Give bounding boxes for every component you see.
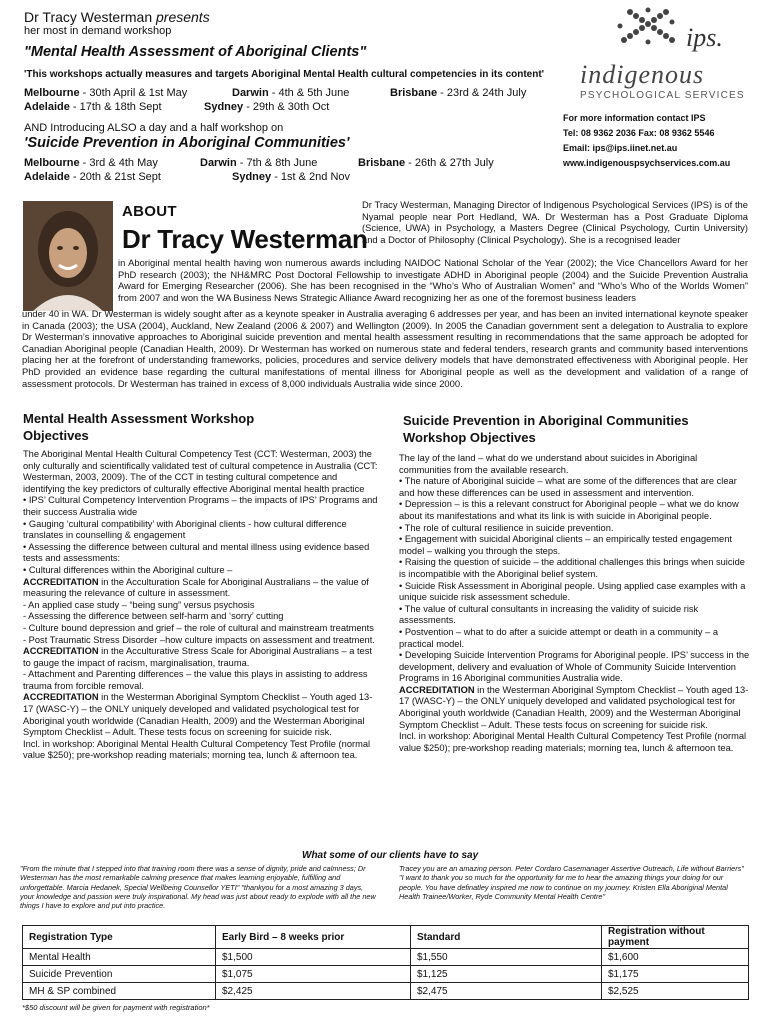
left-objective-item: ACCREDITATION in the Westerman Aboriginal Symptom Checklist – Youth aged 13-17 (WASC-Y) – the ONLY uniquely developed and validated psychological test for Aboriginal youth worldwide (Canadian Health, 2009) and the Westerman Aboriginal Symptom Checklist – Adult. These tests focus on screening for suicide risk. [23, 692, 373, 738]
right-objective-item: Incl. in workshop: Aboriginal Mental Health Cultural Competency Test Profile (normal value $250); pre-workshop reading materials; morning tea, lunch & afternoon tea. [399, 731, 747, 753]
right-objective-item: • Postvention – what to do after a suicide attempt or death in a community – a practical model. [399, 626, 719, 649]
left-objective-item: The Aboriginal Mental Health Cultural Competency Test (CCT: Westerman, 2003) the only culturally and scientifically validated test of cultural competence in Australia (CCT: Westerman, 2003, 2009). The of the CCT in testing cultural competence and identifying the key predictors of culturally effective Aboriginal mental health practice [23, 449, 378, 494]
presenter-line [24, 9, 210, 25]
presenter-name: Dr Tracy Westerman [24, 9, 153, 25]
fees-cell: $2,425 [216, 983, 411, 1000]
contact-block [563, 112, 763, 170]
right-objective-item: • Depression – is this a relevant construct for Aboriginal people – what we do know about its manifestations and what its link is with suicide in Aboriginal people. [399, 499, 739, 521]
left-objective-item: - Post Traumatic Stress Disorder –how culture impacts on assessment and treatment. [23, 634, 375, 645]
fees-header-row [23, 926, 749, 949]
testimonial-left: "From the minute that I stepped into that training room there was a sense of dignity, pride and calmness; Dr Westerman has the most remarkable calming presence that makes learning enjoyable, fulfilling and unforgettable. Marcia Hedanek, Special Wellbeing Counsellor YETI" "thankyou for a most amazing 3 days, your knowledge and passion were truly inspirational. My head was just about ready to explode with all the new things I have to explore and put into practice. [20, 864, 376, 911]
right-objective-item: • Engagement with suicidal Aboriginal clients – an empirically tested engagement model – walking you through the steps. [399, 534, 732, 556]
dates1-brisbane: Brisbane - 23rd & 24th July [390, 87, 527, 99]
contact-tel: Tel: 08 9362 2036 Fax: 08 9362 5546 [563, 128, 715, 138]
accreditation-label: ACCREDITATION [399, 684, 475, 695]
fees-cell: $1,550 [411, 949, 602, 966]
right-objective-item: The lay of the land – what do we understand about suicides in Aboriginal communities from the available research. [399, 453, 698, 475]
fees-cell: $1,075 [216, 966, 411, 983]
dates1-sydney: Sydney - 29th & 30th Oct [204, 101, 330, 113]
fees-cell: Mental Health [23, 949, 216, 966]
about-name: Dr Tracy Westerman [122, 224, 368, 254]
fees-cell: $1,600 [602, 949, 749, 966]
ips-logo-mark-icon [600, 4, 750, 64]
fees-table [22, 925, 749, 1000]
about-heading: ABOUT [122, 203, 177, 220]
right-objective-item: • The nature of Aboriginal suicide – what are some of the differences that are clear and how these differences can be used in assessment and intervention. [399, 476, 737, 498]
fees-cell: $2,475 [411, 983, 602, 1000]
left-objectives-list [23, 449, 378, 762]
right-heading-line1: Suicide Prevention in Aboriginal Communities [403, 413, 689, 428]
accreditation-label: ACCREDITATION [23, 576, 99, 587]
left-objective-item: - Attachment and Parenting differences – the value this plays in assisting to address trauma from forcible removal. [23, 669, 368, 691]
fees-note: *$50 discount will be given for payment with registration* [22, 1003, 210, 1012]
right-objective-item: • Developing Suicide Intervention Programs for Aboriginal people. IPS’ success in the development, delivery and evaluation of Whole of Community Suicide Intervention Programs in 16 Aboriginal communities Australia wide. [399, 650, 750, 684]
subtitle: her most in demand workshop [24, 25, 172, 37]
right-objective-item: • The role of cultural resilience in suicide prevention. [399, 522, 614, 533]
workshop1-title: "Mental Health Assessment of Aboriginal Clients" [24, 44, 367, 60]
left-objective-item: ACCREDITATION in the Acculturative Stress Scale for Aboriginal Australians – a test to gauge the impact of racism, marginalisation, trauma. [23, 646, 372, 668]
fees-cell: MH & SP combined [23, 983, 216, 1000]
accreditation-label: ACCREDITATION [23, 692, 99, 703]
contact-email[interactable]: Email: ips@ips.iinet.net.au [563, 143, 678, 153]
fees-row [23, 983, 749, 1000]
portrait-image [23, 201, 113, 311]
dates2-sydney: Sydney - 1st & 2nd Nov [232, 171, 351, 183]
workshop2-title: 'Suicide Prevention in Aboriginal Communities' [24, 135, 350, 151]
left-heading [23, 411, 254, 443]
bio-top: Dr Tracy Westerman, Managing Director of Indigenous Psychological Services (IPS) is of the Nyamal people near Port Hedland, WA. Dr Westerman has a Post Graduate Diploma (Science, UWA) in Psychology, a Masters Degree (Clinical Psychology, Curtin University) and a Doctor of Philosophy (Clinical Psychology). She is a recognised leader [362, 199, 748, 245]
fees-cell: $2,525 [602, 983, 749, 1000]
left-objective-item: - Culture bound depression and grief – the role of cultural and mainstream treatments [23, 622, 374, 633]
introducing: AND Introducing ALSO a day and a half workshop on [24, 122, 284, 134]
ips-logo [580, 4, 750, 109]
right-objective-item: • Raising the question of suicide – the additional challenges this brings when suicide is incompatible with the Aboriginal belief system. [399, 557, 745, 579]
right-objective-item: • The value of cultural consultants in increasing the validity of suicide risk assessments. [399, 603, 699, 626]
left-objective-item: • Cultural differences within the Aboriginal culture – [23, 564, 233, 575]
dates1-darwin: Darwin - 4th & 5th June [232, 87, 350, 99]
portrait-photo [23, 201, 113, 311]
left-objective-item: - Assessing the difference between self-harm and ‘sorry’ cutting [23, 611, 284, 622]
fees-cell: Suicide Prevention [23, 966, 216, 983]
logo-indigenous-text: indigenous [580, 60, 705, 89]
fees-cell: $1,500 [216, 949, 411, 966]
dates1-melbourne: Melbourne - 30th April & 1st May [24, 87, 188, 99]
fees-row [23, 949, 749, 966]
contact-more: For more information contact IPS [563, 113, 706, 123]
left-objective-item: Incl. in workshop: Aboriginal Mental Health Cultural Competency Test Profile (normal value $250); pre-workshop reading materials; morning tea, lunch & afternoon tea. [23, 738, 371, 761]
testimonials-heading: What some of our clients have to say [302, 850, 479, 861]
contact-web[interactable]: www.indigenouspsychservices.com.au [563, 158, 731, 168]
right-objective-item: • Suicide Risk Assessment in Aboriginal people. Using applied case examples with a unique suicide risk assessment schedule. [399, 580, 746, 603]
right-objectives-list [399, 453, 751, 754]
left-objective-item: • IPS’ Cultural Competency Intervention Programs – the impacts of IPS’ Programs and their success Australia wide [23, 495, 378, 517]
left-objective-item: • Gauging ‘cultural compatibility’ with Aboriginal clients - how cultural difference translates in counselling & engagement [23, 518, 347, 541]
dates2-melbourne: Melbourne - 3rd & 4th May [24, 157, 158, 169]
tagline: 'This workshops actually measures and targets Aboriginal Mental Health cultural competencies in its content' [24, 69, 545, 80]
fees-header: Registration Type [23, 926, 216, 949]
dates1-adelaide: Adelaide - 17th & 18th Sept [24, 101, 162, 113]
left-objective-item: - An applied case study – “being sung” versus psychosis [23, 599, 255, 610]
testimonial-right: Tracey you are an amazing person. Peter Cordaro Casemanager Assertive Outreach, Life without Barriers" "I want to thank you so much for the opportunity for me to hear the amazing things your doing for our people. You have definatley inspired me now to continue on my journey. Kristen Ella Aboriginal Mental Health Trainee/Worker, Ryde Community Mental Health Centre" [399, 864, 744, 901]
bio-full: under 40 in WA. Dr Westerman is widely sought after as a keynote speaker in Australia averaging 6 addresses per year, and has been an invited international keynote speaker in Canada (2003); the USA (2004), Auckland, New Zealand (2006 & 2007) and Wellington (2009). In 2005 the Canadian government sent a delegation to Australia to explore Dr Westerman’s innovative approaches to Aboriginal suicide prevention and mental health assessment resulting in recommendations that the same approach be adopted for Canadian Aboriginal people (Canadian Health, 2009). Dr Westerman has worked on numerous state and federal tenders, research grants and community based interventions placing her at the forefront of understanding frameworks, policies, procedures and service delivery models that have demonstrated effectiveness with Aboriginal people. Her PhD provided an evidence base regarding the cultural manifestations of mental illness for Aboriginal people as well as the development and validation of a range of assessment protocols. Dr Westerman has trained in excess of 8,000 individuals Australia wide since 2000. [22, 308, 748, 389]
right-objective-item: ACCREDITATION in the Westerman Aboriginal Symptom Checklist – Youth aged 13-17 (WASC-Y) – the ONLY uniquely developed and validated psychological test for Aboriginal youth worldwide (Canadian Health, 2009) and the Westerman Aboriginal Symptom Checklist – Adult. These tests focus on screening for suicide risk. [399, 684, 749, 730]
dates2-adelaide: Adelaide - 20th & 21st Sept [24, 171, 161, 183]
fees-header: Standard [411, 926, 602, 949]
left-objective-item: • Assessing the difference between cultural and mental illness using evidence based tests and assessments: [23, 541, 370, 564]
presents-word: presents [156, 9, 210, 25]
right-heading-line2: Workshop Objectives [403, 430, 536, 445]
svg-text:ips.: ips. [686, 23, 723, 52]
fees-header: Early Bird – 8 weeks prior [216, 926, 411, 949]
left-heading-line2: Objectives [23, 428, 89, 443]
fees-row [23, 966, 749, 983]
accreditation-label: ACCREDITATION [23, 646, 99, 657]
dates2-brisbane: Brisbane - 26th & 27th July [358, 157, 494, 169]
logo-services-text: PSYCHOLOGICAL SERVICES [580, 90, 745, 101]
fees-cell: $1,125 [411, 966, 602, 983]
left-objective-item: ACCREDITATION in the Acculturation Scale for Aboriginal Australians – the value of measuring the relevance of culture in assessment. [23, 576, 369, 599]
dates2-darwin: Darwin - 7th & 8th June [200, 157, 318, 169]
fees-cell: $1,175 [602, 966, 749, 983]
fees-header: Registration without payment [602, 926, 749, 949]
bio-mid: in Aboriginal mental health having won numerous awards including NAIDOC National Scholar of the Year (2002); the Vice Chancellors Award for her PhD research (2003); the NH&MRC Post Doctoral Fellowship to investigate ADHD in Aboriginal people (2004) and the Suicide Prevention Australia Award for Emerging Researcher (2006). She has been recognised in the “Who’s Who of Australian Women” and “Who’s Who of the Worlds Women” from 2007 and won the WA Business News Strategic Alliance Award recognizing her as one of the foremost business leaders [118, 257, 748, 303]
right-heading [403, 413, 689, 445]
left-heading-line1: Mental Health Assessment Workshop [23, 411, 255, 426]
